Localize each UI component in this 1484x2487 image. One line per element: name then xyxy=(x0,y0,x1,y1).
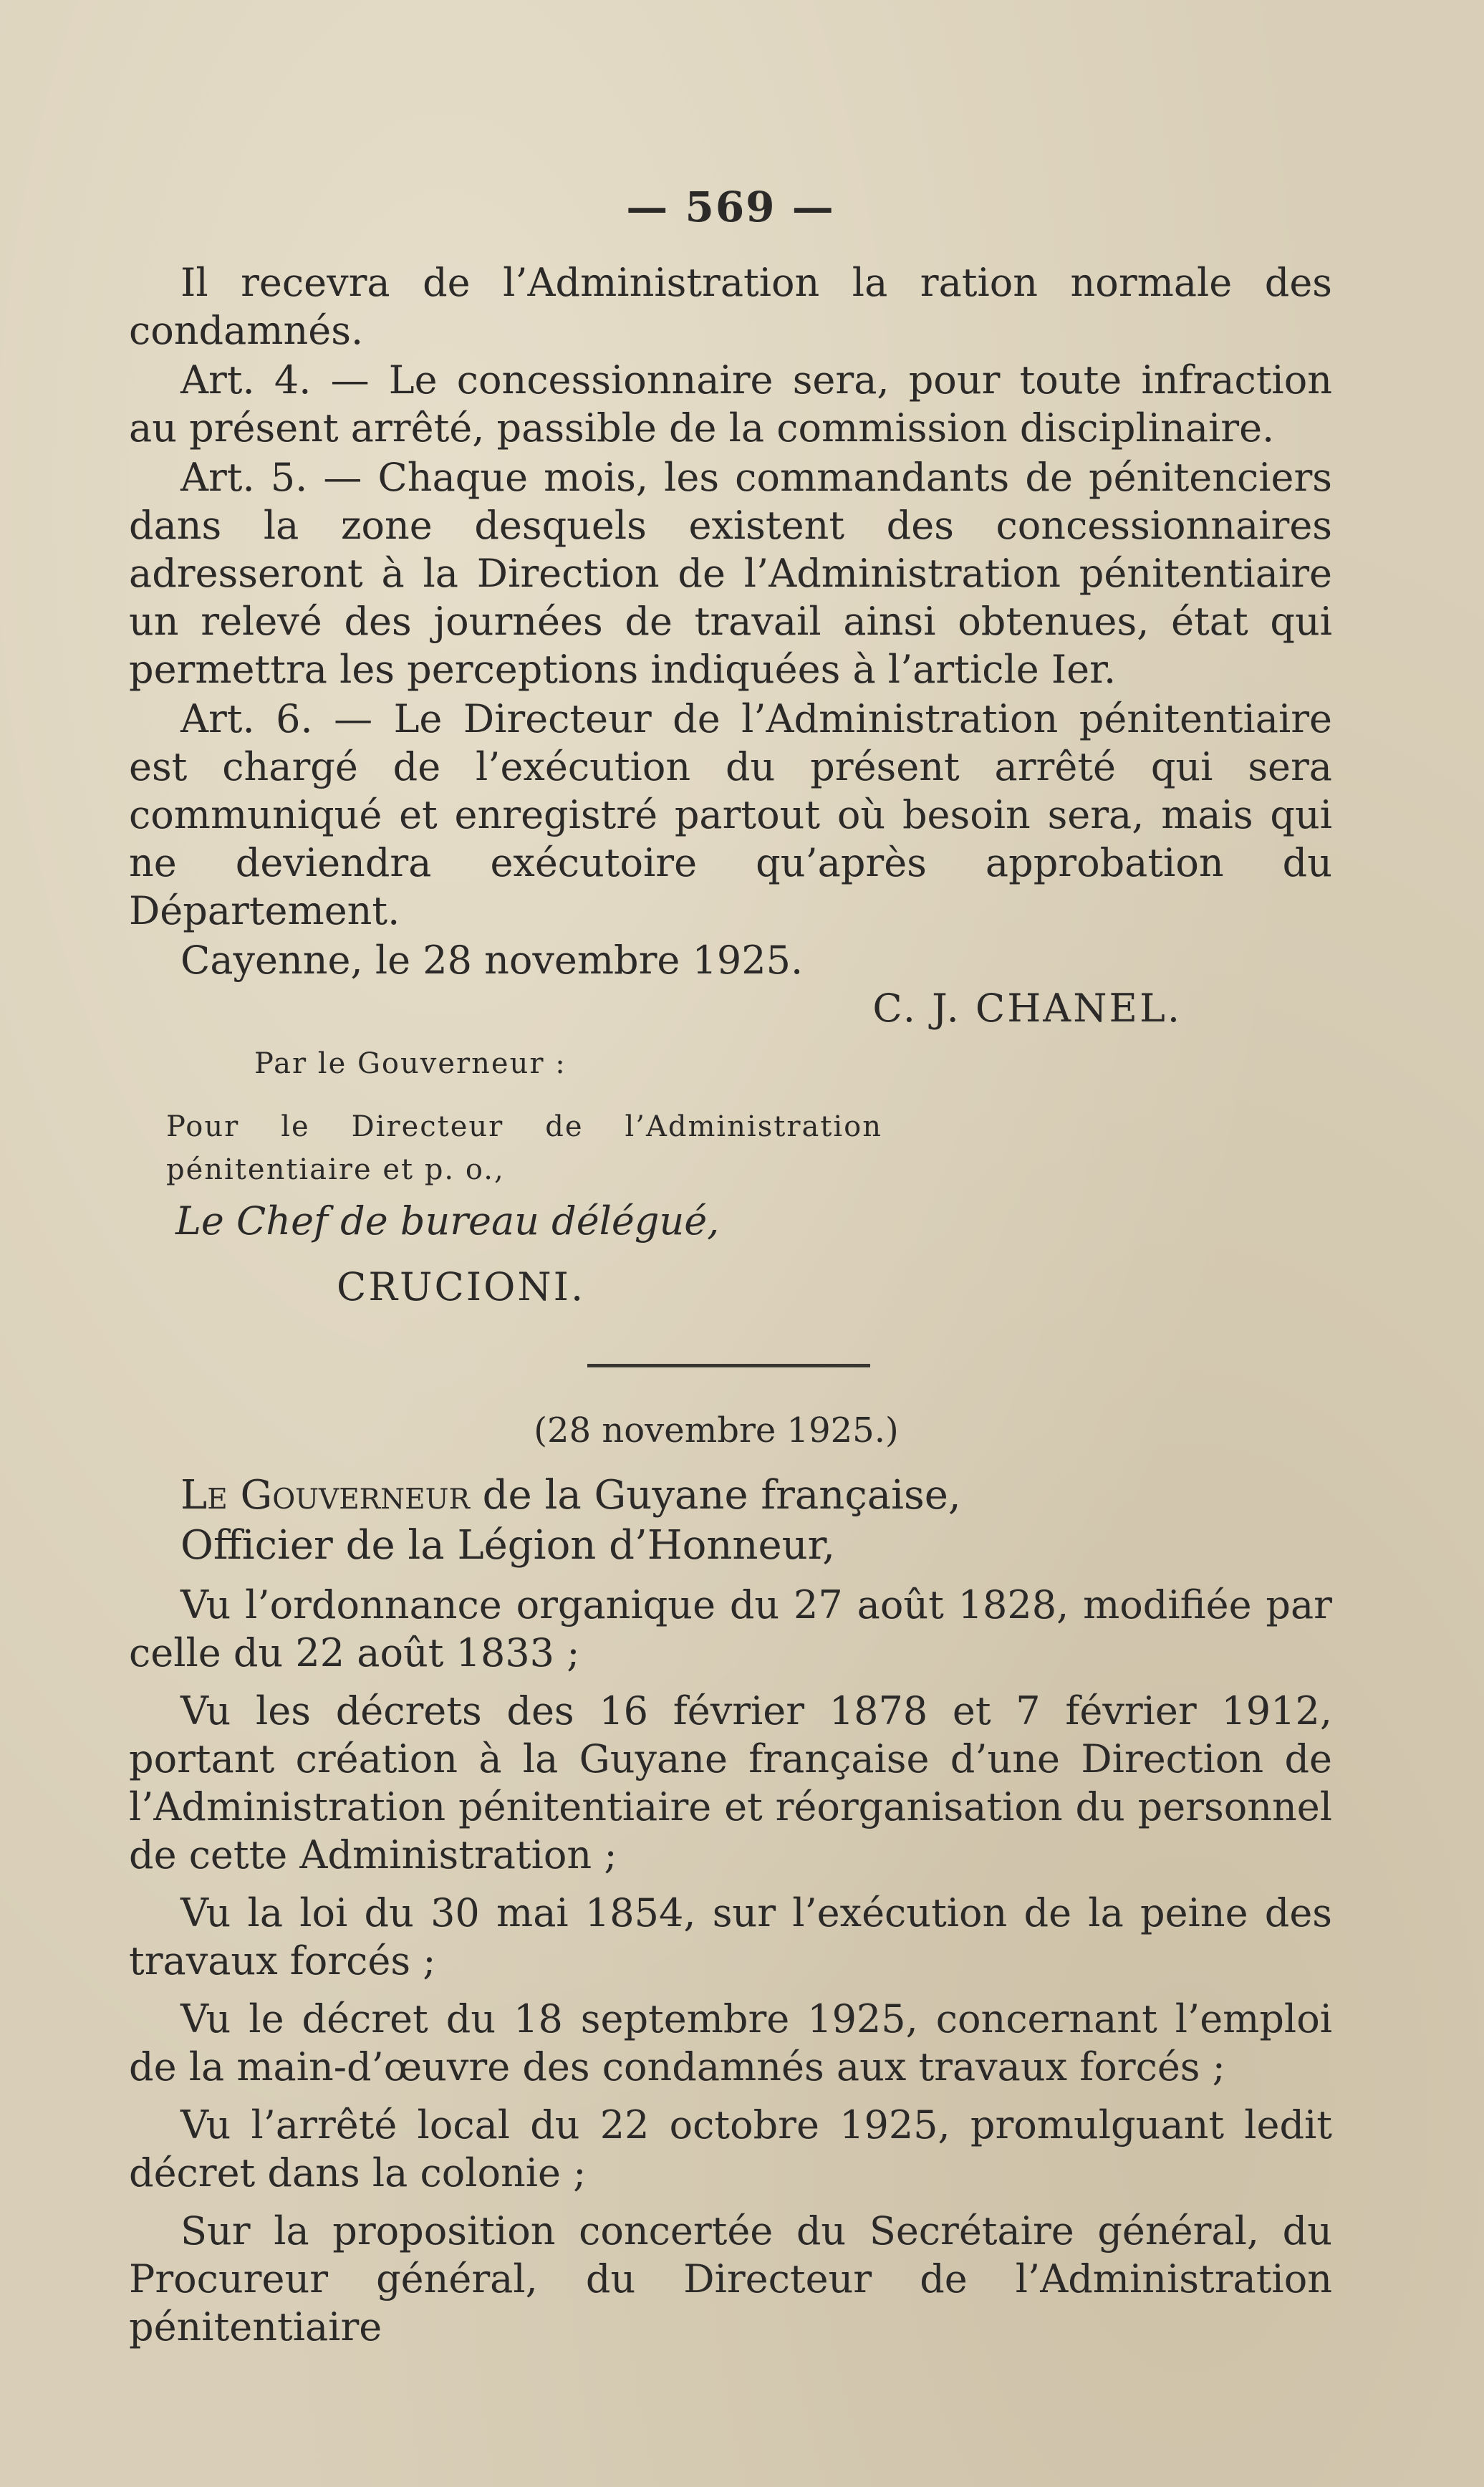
delegate-signature: CRUCIONI. xyxy=(337,1264,586,1309)
paragraph-article-6: Art. 6. — Le Directeur de l’Administration pénitentiaire est chargé de l’exécution du présent arrêté qui sera communiqué et enregistré partout où besoin sera, mais qui ne deviendra exécutoire qu’après approbation du Département. xyxy=(129,696,1332,933)
place-and-date: Cayenne, le 28 novembre 1925. xyxy=(180,938,804,983)
decree-date: (28 novembre 1925.) xyxy=(534,1410,899,1451)
by-governor-label: Par le Gouverneur : xyxy=(254,1047,567,1080)
section-divider xyxy=(587,1364,870,1367)
governor-title-rest: de la Guyane française, xyxy=(469,1472,961,1519)
vu-decret: Vu le décret du 18 septembre 1925, concernant l’emploi de la main-d’œuvre des condamnés aux travaux forcés ; xyxy=(129,1996,1332,2089)
sur-la-proposition: Sur la proposition concertée du Secrétaire général, du Procureur général, du Directeur de l’Administration pénitentiaire xyxy=(129,2208,1332,2349)
decree-officer-line: Officier de la Légion d’Honneur, xyxy=(180,1522,836,1569)
for-director-label: Pour le Directeur de l’Administration pénitentiaire et p. o., xyxy=(166,1110,882,1186)
paragraph-article-5: Art. 5. — Chaque mois, les commandants de pénitenciers dans la zone desquels existent des concessionnaires adresseront à la Direction de l’Administration pénitentiaire un relevé des journées de travail ainsi obtenues, état qui permettra les perceptions indiquées à l’article Ier. xyxy=(129,455,1332,692)
vu-arrete-local: Vu l’arrêté local du 22 octobre 1925, promulguant ledit décret dans la colonie ; xyxy=(129,2102,1332,2195)
vu-decrets: Vu les décrets des 16 février 1878 et 7 février 1912, portant création à la Guyane française d’une Direction de l’Administration pénitentiaire et réorganisation du personnel de cette Administration ; xyxy=(129,1688,1332,1877)
paragraph-ration: Il recevra de l’Administration la ration normale des condamnés. xyxy=(129,260,1332,353)
governor-signature: C. J. CHANEL. xyxy=(872,986,1182,1031)
vu-loi: Vu la loi du 30 mai 1854, sur l’exécution de la peine des travaux forcés ; xyxy=(129,1890,1332,1983)
chef-de-bureau-label: Le Chef de bureau délégué, xyxy=(175,1198,720,1244)
vu-ordonnance: Vu l’ordonnance organique du 27 août 1828, modifiée par celle du 22 août 1833 ; xyxy=(129,1582,1332,1675)
page-number: — 569 — xyxy=(626,183,835,231)
document-page xyxy=(129,183,1332,2375)
governor-title: Le Gouverneur xyxy=(180,1472,470,1519)
decree-governor-line xyxy=(129,1471,1332,1521)
paragraph-article-4: Art. 4. — Le concessionnaire sera, pour toute infraction au présent arrêté, passible de la commission disciplinaire. xyxy=(129,357,1332,451)
